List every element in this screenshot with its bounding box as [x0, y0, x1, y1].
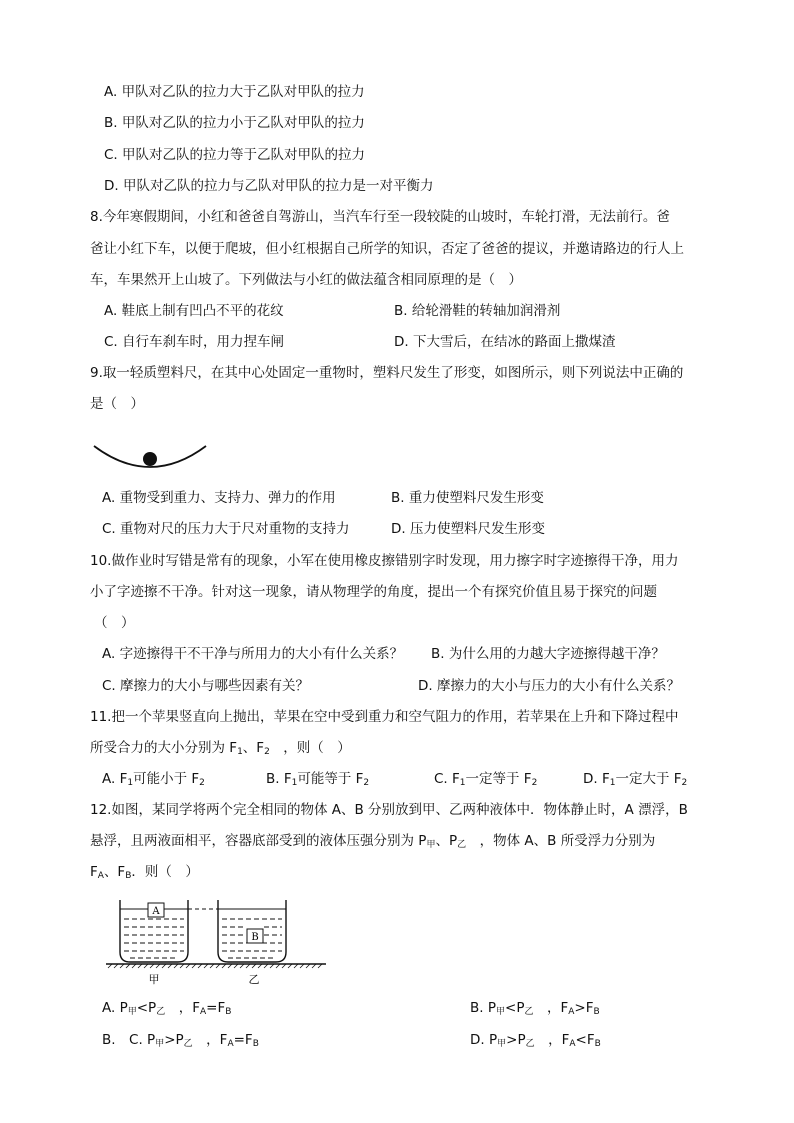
q12-stem-line1: 12.如图，某同学将两个完全相同的物体 A、B 分别放到甲、乙两种液体中．物体静止时，A 漂浮，B — [90, 802, 688, 818]
q11-option-c: C. $F_1$一定等于 $F_2$ — [434, 771, 538, 788]
q10-option-b: B. 为什么用的力越大字迹擦得越干净？ — [431, 646, 665, 662]
beakers-figure — [104, 892, 328, 988]
q10-option-d: D. 摩擦力的大小与压力的大小有什么关系？ — [418, 678, 680, 694]
q7-option-c: C. 甲队对乙队的拉力等于乙队对甲队的拉力 — [104, 147, 366, 163]
q11-stem-line2: 所受合力的大小分别为 $F_1$、$F_2$ ，则（ ） — [90, 740, 351, 757]
q10-stem-line3: （ ） — [94, 615, 135, 631]
q7-option-d: D. 甲队对乙队的拉力与乙队对甲队的拉力是一对平衡力 — [104, 178, 434, 194]
q8-option-a: A. 鞋底上制有凹凸不平的花纹 — [104, 303, 284, 319]
liquid-jia — [124, 919, 184, 958]
q12-option-d: D. $P_甲>P_乙$ ，$F_A<F_B$ — [470, 1032, 601, 1049]
q10-option-c: C. 摩擦力的大小与哪些因素有关？ — [102, 678, 310, 694]
beaker-jia-label: 甲 — [148, 973, 160, 986]
q8-stem-line2: 爸让小红下车，以便于爬坡，但小红根据自己所学的知识，否定了爸爸的提议，并邀请路边的行人上 — [90, 241, 684, 257]
q10-option-a: A. 字迹擦得干不干净与所用力的大小有什么关系？ — [102, 646, 404, 662]
q8-option-d: D. 下大雪后，在结冰的路面上撒煤渣 — [394, 334, 616, 350]
block-b-label: B — [251, 932, 259, 943]
q7-option-a: A. 甲队对乙队的拉力大于乙队对甲队的拉力 — [104, 84, 365, 100]
block-a-label: A — [152, 906, 160, 917]
q7-option-b: B. 甲队对乙队的拉力小于乙队对甲队的拉力 — [104, 115, 365, 131]
q9-stem-line1: 9.取一轻质塑料尺，在其中心处固定一重物时，塑料尺发生了形变，如图所示，则下列说法中正确的 — [90, 365, 684, 381]
q12-stem-line2: 悬浮，且两液面相平，容器底部受到的液体压强分别为 $P_甲$、$P_乙$ ，物体 A、B 所受浮力分别为 — [90, 833, 656, 850]
beaker-yi-label: 乙 — [248, 973, 260, 986]
bent-ruler-figure — [88, 438, 212, 472]
q8-option-c: C. 自行车刹车时，用力捏车闸 — [104, 334, 285, 350]
q11-option-b: B. $F_1$可能等于 $F_2$ — [266, 771, 370, 788]
q9-option-d: D. 压力使塑料尺发生形变 — [391, 521, 545, 537]
q8-stem-line1: 8.今年寒假期间，小红和爸爸自驾游山，当汽车行至一段较陡的山坡时，车轮打滑，无法前行。爸 — [90, 209, 670, 225]
q11-option-d: D. $F_1$一定大于 $F_2$ — [583, 771, 688, 788]
q9-option-a: A. 重物受到重力、支持力、弹力的作用 — [102, 490, 336, 506]
q12-option-c: B. C. $P_甲>P_乙$ ，$F_A=F_B$ — [102, 1032, 259, 1049]
q12-option-b: B. $P_甲<P_乙$ ，$F_A>F_B$ — [470, 1000, 600, 1017]
q12-stem-line3: $F_A$、$F_B$．则（ ） — [90, 864, 199, 881]
q9-stem-line2: 是（ ） — [90, 396, 144, 412]
q8-option-b: B. 给轮滑鞋的转轴加润滑剂 — [394, 303, 561, 319]
weight-ball — [143, 452, 157, 466]
q11-stem-line1: 11.把一个苹果竖直向上抛出，苹果在空中受到重力和空气阻力的作用，若苹果在上升和下降过程中 — [90, 709, 679, 725]
q10-stem-line1: 10.做作业时写错是常有的现象，小军在使用橡皮擦错别字时发现，用力擦字时字迹擦得干净，用力 — [90, 553, 679, 569]
q9-option-b: B. 重力使塑料尺发生形变 — [391, 490, 544, 506]
q9-option-c: C. 重物对尺的压力大于尺对重物的支持力 — [102, 521, 350, 537]
q10-stem-line2: 小了字迹擦不干净。针对这一现象，请从物理学的角度，提出一个有探究价值且易于探究的问题 — [90, 584, 657, 600]
q12-option-a: A. $P_甲<P_乙$ ，$F_A=F_B$ — [102, 1000, 232, 1017]
q8-stem-line3: 车，车果然开上山坡了。下列做法与小红的做法蕴含相同原理的是（ ） — [90, 272, 522, 288]
q11-option-a: A. $F_1$可能小于 $F_2$ — [102, 771, 205, 788]
